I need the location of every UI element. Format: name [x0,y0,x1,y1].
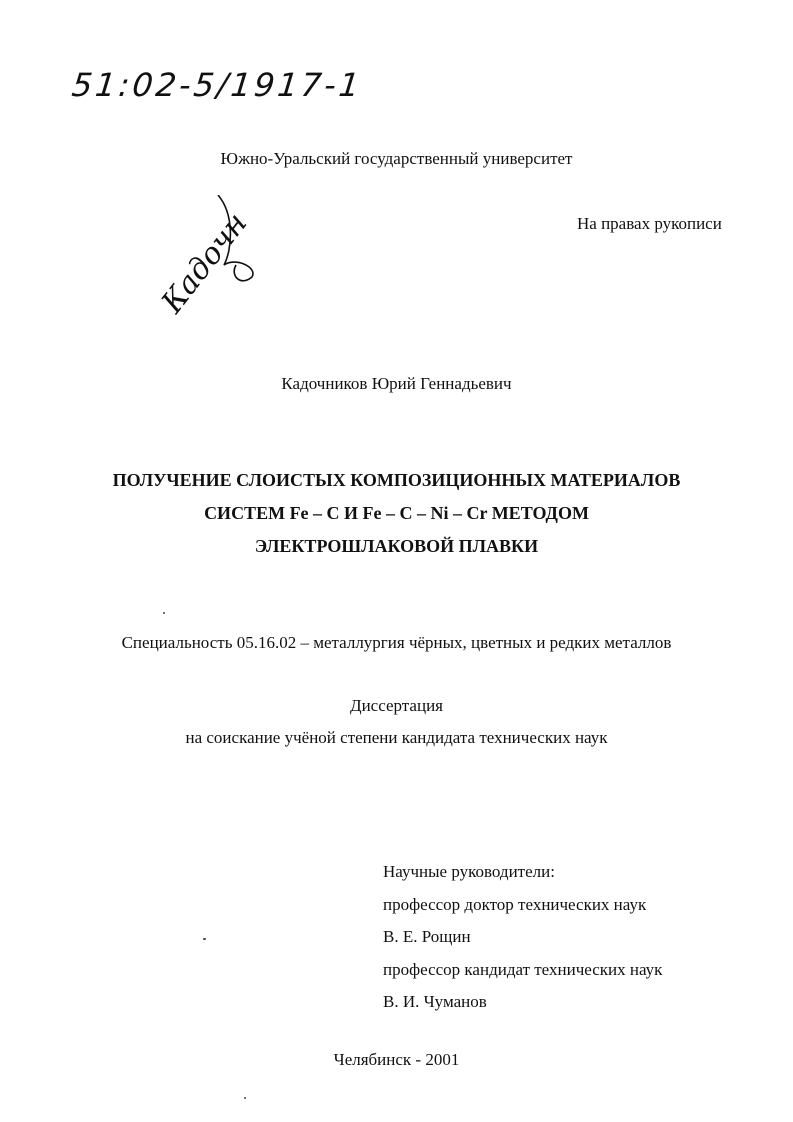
title-line-1: ПОЛУЧЕНИЕ СЛОИСТЫХ КОМПОЗИЦИОННЫХ МАТЕРИАЛОВ [112,470,681,490]
supervisor-1-name: В. Е. Рощин [383,927,471,946]
archive-number: 51:02-5/1917-1 [70,66,365,104]
dissertation-label: Диссертация [349,696,443,715]
title-line-2: СИСТЕМ Fe – C И Fe – C – Ni – Cr МЕТОДОМ [204,503,589,523]
supervisor-2-name: В. И. Чуманов [383,992,487,1011]
supervisor-1-title: профессор доктор технических наук [383,894,647,914]
title-line-3: ЭЛЕКТРОШЛАКОВОЙ ПЛАВКИ [254,536,539,556]
signature-lettering: Кадочн [154,206,255,320]
scan-speck [163,612,165,614]
specialty: Специальность 05.16.02 – металлургия чёрных, цветных и редких металлов [121,633,672,652]
city-year: Челябинск - 2001 [333,1050,460,1069]
university-name: Южно-Уральский государственный университет [220,149,573,168]
supervisors-block [383,856,662,1019]
supervisors-heading: Научные руководители: [383,862,555,881]
degree-statement: на соискание учёной степени кандидата технических наук [185,728,608,747]
scan-speck [244,1097,246,1099]
author-name: Кадочников Юрий Геннадьевич [281,374,512,393]
handwritten-signature [140,195,270,335]
dissertation-title [0,464,793,563]
supervisor-2-title: профессор кандидат технических наук [383,959,663,979]
scan-speck [203,938,206,940]
rights-note: На правах рукописи [577,214,722,233]
